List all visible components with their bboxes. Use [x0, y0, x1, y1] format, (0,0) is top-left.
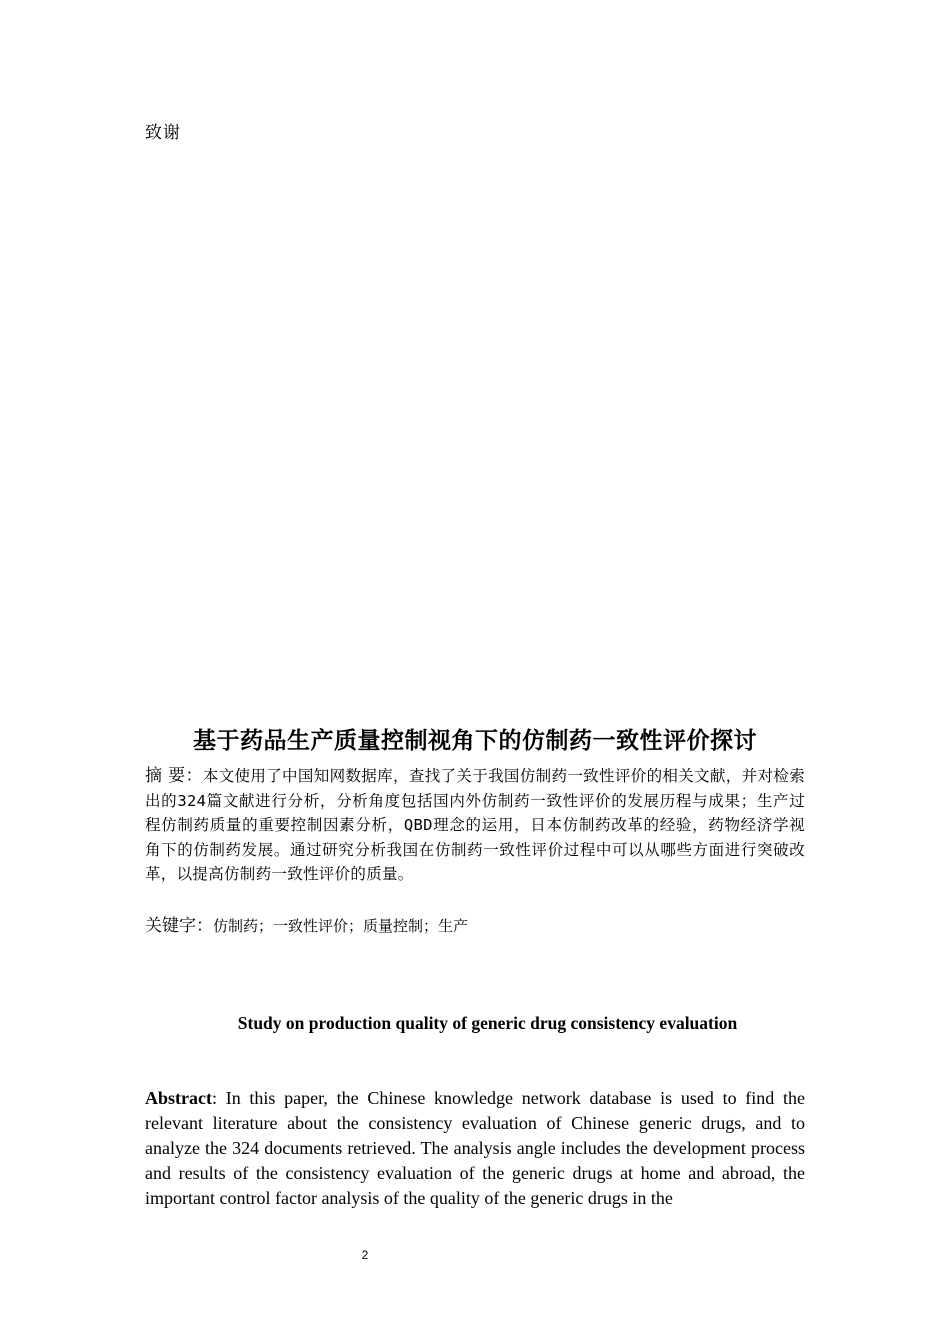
english-title: Study on production quality of generic drug consistency evaluation [237, 1013, 738, 1033]
chinese-abstract-text: 本文使用了中国知网数据库，查找了关于我国仿制药一致性评价的相关文献，并对检索出的324篇文献进行分析，分析角度包括国内外仿制药一致性评价的发展历程与成果；生产过程仿制药质量的重要控制因素分析，QBD理念的运用，日本仿制药改革的经验，药物经济学视角下的仿制药发展。通过研究分析我国在仿制药一致性评价过程中可以从哪些方面进行突破改革，以提高仿制药一致性评价的质量。 [145, 767, 806, 883]
english-abstract [145, 1086, 805, 1211]
chinese-keywords [145, 914, 805, 938]
chinese-abstract [145, 764, 805, 887]
chinese-title: 基于药品生产质量控制视角下的仿制药一致性评价探讨 [193, 728, 757, 754]
english-abstract-label: Abstract [145, 1088, 212, 1108]
page-number: 2 [361, 1248, 369, 1262]
english-abstract-text: : In this paper, the Chinese knowledge network database is used to find the relevant literature about the consistency evaluation of Chinese generic drugs, and to analyze the 324 documents retrieved. The analysis angle includes the development process and results of the consistency evaluation of the generic drugs at home and abroad, the important control factor analysis of the quality of the generic drugs in the [145, 1088, 805, 1208]
chinese-keywords-text: 仿制药；一致性评价；质量控制；生产 [213, 917, 469, 935]
chinese-abstract-label: 摘 要： [145, 766, 203, 786]
chinese-keywords-label: 关键字： [145, 916, 213, 936]
acknowledgement-heading: 致谢 [145, 123, 181, 143]
